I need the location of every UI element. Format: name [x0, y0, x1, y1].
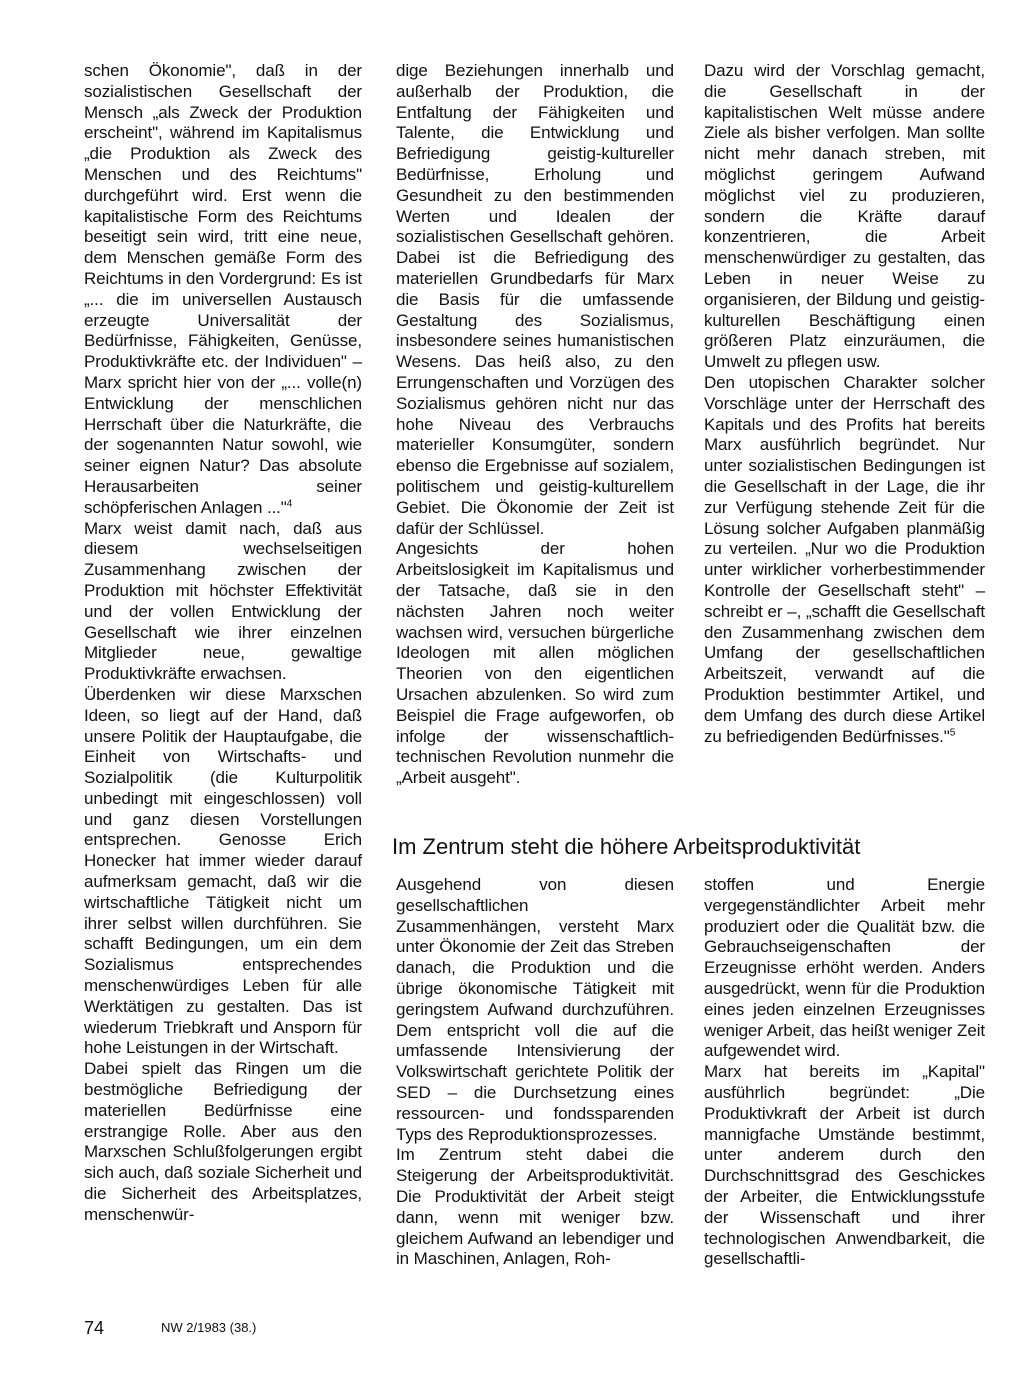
text-column-2: [396, 61, 674, 789]
paragraph: stoffen und Energie vergegenständlichter Arbeit mehr produziert oder die Qualität bzw. die Gebrauchseigenschaften der Erzeugnisse erhöht werden. Anders ausgedrückt, wenn für die Produktion eines jeden einzelnen Erzeugnisses weniger Arbeit, das heißt weniger Zeit aufgewendet wird.: [704, 875, 985, 1061]
journal-reference: NW 2/1983 (38.): [161, 1320, 257, 1335]
paragraph: Ausgehend von diesen gesellschaftlichen Zusammenhängen, versteht Marx unter Ökonomie der Zeit das Streben danach, die Produktion und die übrige ökonomische Tätigkeit mit geringstem Aufwand durchzuführen. Dem entspricht voll die auf die umfassende Intensivierung der Volkswirtschaft gerichtete Politik der SED – die Durchsetzung eines ressourcen- und fondssparenden Typs des Reproduktionsprozesses.: [396, 875, 674, 1144]
paragraph: Marx weist damit nach, daß aus diesem wechselseitigen Zusammenhang zwischen der Produktion mit höchster Effektivität und der vollen Entwicklung der Gesellschaft wie ihrer einzelnen Mitglieder neue, gewaltige Produktivkräfte erwachsen.: [84, 518, 362, 684]
paragraph: Angesichts der hohen Arbeitslosigkeit im Kapitalismus und der Tatsache, daß sie in den nächsten Jahren noch weiter wachsen wird, versuchen bürgerliche Ideologen mit allen möglichen Theorien von den eigentlichen Ursachen abzulenken. So wird zum Beispiel die Frage aufgeworfen, ob infolge der wissenschaftlich-technischen Revolution nunmehr die „Arbeit ausgeht".: [396, 539, 674, 788]
paragraph: Marx hat bereits im „Kapital" ausführlich begründet: „Die Produktivkraft der Arbeit ist durch mannigfache Umstände bestimmt, unter anderem durch den Durchschnittsgrad des Geschickes der Arbeiter, die Entwicklungsstufe der Wissenschaft und ihrer technologischen Anwendbarkeit, die gesellschaftli-: [704, 1062, 985, 1269]
paragraph: Überdenken wir diese Marxschen Ideen, so liegt auf der Hand, daß unsere Politik der Hauptaufgabe, die Einheit von Wirtschafts- und Sozialpolitik (die Kulturpolitik unbedingt mit eingeschlossen) voll und ganz diesen Vorstellungen entsprechen. Genosse Erich Honecker hat immer wieder darauf aufmerksam gemacht, daß wir die wirtschaftliche Tätigkeit nicht um ihrer selbst willen durchführen. Sie schafft Bedingungen, um ein dem Sozialismus entsprechendes menschenwürdiges Leben für alle Werktätigen zu gestalten. Das ist wiederum Triebkraft und Ansporn für hohe Leistungen in der Wirtschaft.: [84, 684, 362, 1058]
page-number: 74: [84, 1318, 105, 1338]
paragraph: Im Zentrum steht dabei die Steigerung der Arbeitsproduktivität. Die Produktivität der Arbeit steigt dann, wenn mit weniger bzw. gleichem Aufwand an lebendiger und in Maschinen, Anlagen, Roh-: [396, 1145, 674, 1269]
paragraph-text: Den utopischen Charakter solcher Vorschläge unter der Herrschaft des Kapitals und des Profits hat bereits Marx ausführlich begründet. Nur unter sozialistischen Bedingungen ist die Gesellschaft in der Lage, die ihr zur Verfügung stehende Zeit für die Lösung solcher Aufgaben planmäßig zu verteilen. „Nur wo die Produktion unter wirklicher vorherbestimmender Kontrolle der Gesellschaft steht" – schreibt er –, „schafft die Gesellschaft den Zusammenhang zwischen dem Umfang der gesellschaftlichen Arbeitszeit, verwandt auf die Produktion bestimmter Artikel, und dem Umfang des durch diese Artikel zu befriedigenden Bedürfnisses.": [704, 372, 985, 746]
text-column-1: [84, 61, 362, 1226]
paragraph-text: schen Ökonomie", daß in der sozialistischen Gesellschaft der Mensch „als Zweck der Produktion erscheint", während im Kapitalismus „die Produktion als Zweck des Menschen und des Reichtums" durchgeführt wird. Erst wenn die kapitalistische Form des Reichtums beseitigt sein wird, tritt eine neue, dem Menschen gemäße Form des Reichtums in den Vordergrund: Es ist „... die im universellen Austausch erzeugte Universalität der Bedürfnisse, Fähigkeiten, Genüsse, Produktivkräfte etc. der Individuen" – Marx spricht hier von der „... volle(n) Entwicklung der menschlichen Herrschaft über die Naturkräfte, die der sogenannten Natur sowohl, wie seiner eignen Natur? Das absolute Herausarbeiten seiner schöpferischen Anlagen ...": [84, 61, 362, 517]
section-heading: Im Zentrum steht die höhere Arbeitsproduktivität: [392, 834, 861, 859]
text-column-5: [704, 875, 985, 1270]
paragraph: Dazu wird der Vorschlag gemacht, die Gesellschaft in der kapitalistischen Welt müsse andere Ziele als bisher verfolgen. Man sollte nicht mehr danach streben, mit möglichst geringem Aufwand möglichst viel zu produzieren, sondern die Kräfte darauf konzentrieren, die Arbeit menschenwürdiger zu gestalten, das Leben in neuer Weise zu organisieren, der Bildung und geistig-kulturellen Beschäftigung einen größeren Platz einzuräumen, die Umwelt zu pflegen usw.: [704, 61, 985, 372]
paragraph: [704, 373, 985, 747]
paragraph: Dabei spielt das Ringen um die bestmögliche Befriedigung der materiellen Bedürfnisse eine erstrangige Rolle. Aber aus den Marxschen Schlußfolgerungen ergibt sich auch, daß soziale Sicherheit und die Sicherheit des Arbeitsplatzes, menschenwür-: [84, 1059, 362, 1224]
text-column-3: [704, 61, 985, 747]
paragraph: dige Beziehungen innerhalb und außerhalb der Produktion, die Entfaltung der Fähigkeiten und Talente, die Entwicklung und Befriedigung geistig-kultureller Bedürfnisse, Erholung und Gesundheit zu den bestimmenden Werten und Idealen der sozialistischen Gesellschaft gehören. Dabei ist die Befriedigung des materiellen Grundbedarfs für Marx die Basis für die umfassende Gestaltung des Sozialismus, insbesondere seines humanistischen Wesens. Das heiß also, zu den Errungenschaften und Vorzügen des Sozialismus gehören nicht nur das hohe Niveau des Verbrauchs materieller Konsumgüter, sondern ebenso die Ergebnisse auf sozialem, politischem und geistig-kulturellem Gebiet. Die Ökonomie der Zeit ist dafür der Schlüssel.: [396, 61, 674, 538]
text-column-4: [396, 875, 674, 1270]
footnote-marker: 4: [286, 498, 293, 510]
paragraph: [84, 61, 362, 519]
footnote-marker: 5: [949, 726, 956, 738]
